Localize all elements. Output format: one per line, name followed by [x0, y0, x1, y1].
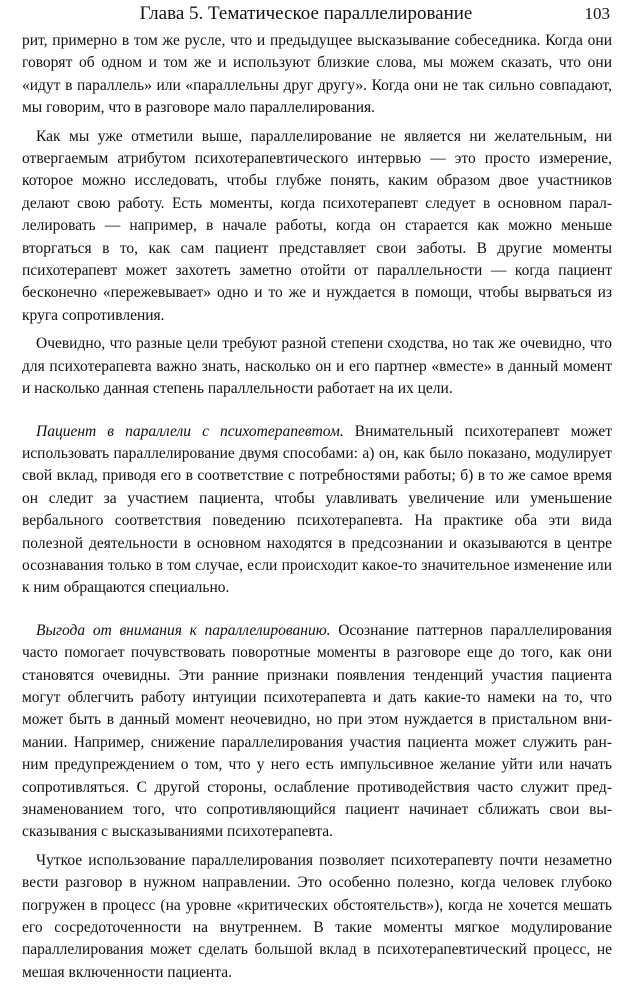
paragraph-text: Внимательный психотерапевт может использовать параллелирование двумя способами: а) он, как было показано, модулирует свой вклад, приводя его в соответствие с потребностями работы; б) в то же самое время он следит за участием пациента, чтобы улавливать увеличение или уменьшение вербального соответствия поведению психотерапевта. На практике оба эти вида полезной деятельности в основном находятся в предсознании и оказываются в центре осознавания только в том случае, если происходит какое-то значительное изменение или к ним обращаются специально. — [22, 422, 612, 597]
run-in-heading: Пациент в параллели с психотерапевтом. — [36, 422, 344, 440]
paragraph-different-goals — [22, 333, 612, 400]
paragraph-sensitive-use — [22, 850, 612, 984]
running-title: Глава 5. Тематическое параллелирование — [139, 3, 473, 24]
paragraph-text: Очевидно, что разные цели требуют разной степени сходства, но так же очевидно, что для психотерапевта важно знать, насколько он и его партнер «вместе» в данный момент и насколько данная степень параллельности работает на их цели. — [22, 335, 612, 398]
paragraph-text: Осознание паттернов параллелирования часто помогает почувствовать поворотные моменты в разговоре еще до того, как они становятся очевидны. Эти ранние признаки появления тенденций участия пациента могут облегчить работу интуиции психотерапевта и дать какие-то намеки на то, что может быть в данный момент неочевидно, но при этом нуждается в пристальном внимании. Например, снижение параллелирования участия пациента может служить ранним предупреждением о том, что у него есть импульсивное желание уйти или начать сопротивляться. С другой стороны, ослабление противодействия часто служит предзнаменованием того, что сопротивляющийся пациент начинает сближать свои высказывания с высказываниями психотерапевта. — [22, 621, 612, 841]
paragraph-text: Как мы уже отметили выше, параллелирование не является ни желательным, ни отвергаемым атрибутом психотерапевтического интервью — это просто измерение, которое можно исследовать, чтобы глубже понять, каким образом двое участников делают свою работу. Есть моменты, когда психотерапевт следует в основном параллелировать — например, в начале работы, когда он старается как можно меньше вторгаться в то, как сам пациент представляет свои заботы. В другие моменты психотерапевт может захотеть заметно отойти от параллельности — когда пациент бесконечно «пережевывает» одно и то же и нуждается в помощи, чтобы вырваться из круга сопротивления. — [22, 127, 612, 324]
paragraph-parallelism-dimension — [22, 126, 612, 328]
run-in-heading: Выгода от внимания к параллелированию. — [36, 621, 331, 639]
body-text — [22, 30, 612, 984]
page-header — [22, 2, 612, 26]
paragraph-continuation — [22, 30, 612, 120]
paragraph-patient-in-parallel — [22, 421, 612, 600]
paragraph-text: Чуткое использование параллелирования позволяет психотерапевту почти незаметно вести разговор в нужном направлении. Это особенно полезно, когда человек глубоко погружен в процесс (на уровне «критических обстоятельств»), когда не хочется мешать его сосредоточенности на внутреннем. В такие моменты мягкое модулирование параллелирования может сделать большой вклад в психотерапевтический процесс, не мешая включенности пациента. — [22, 851, 612, 981]
page-number: 103 — [584, 4, 610, 23]
paragraph-text: рит, примерно в том же русле, что и предыдущее высказывание собеседника. Когда они говорят об одном и том же и используют близкие слова, мы можем сказать, что они «идут в параллель» или «параллельны друг другу». Когда они не так сильно совпадают, мы говорим, что в разговоре мало параллелирования. — [22, 32, 612, 117]
paragraph-attention-benefit — [22, 620, 612, 844]
